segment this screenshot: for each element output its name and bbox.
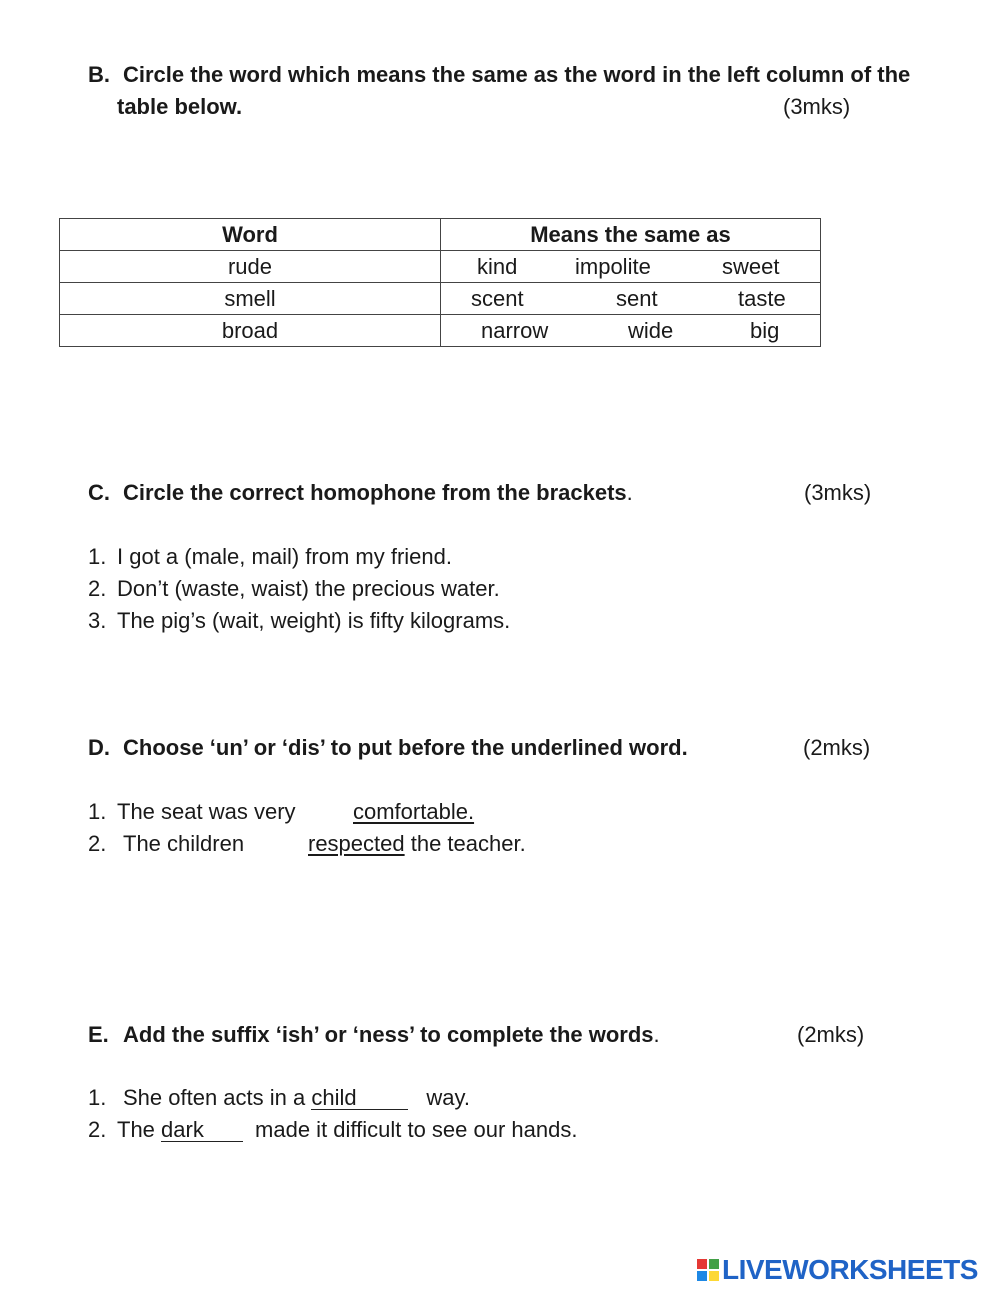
section-e-instruction-wrap bbox=[123, 1022, 660, 1048]
table-header-row bbox=[60, 219, 821, 251]
logo-tile bbox=[709, 1271, 719, 1281]
section-d-item-before: The seat was very bbox=[117, 799, 296, 824]
section-e-marks: (2mks) bbox=[797, 1022, 865, 1047]
section-e-instruction: Add the suffix ‘ish’ or ‘ness’ to complete the words bbox=[123, 1022, 654, 1047]
option-word[interactable]: kind bbox=[477, 254, 518, 279]
section-d-item-num: 2. bbox=[88, 831, 107, 856]
section-d-letter: D. bbox=[88, 735, 110, 760]
header-word: Word bbox=[60, 219, 441, 251]
section-d-item-answer[interactable] bbox=[322, 799, 474, 825]
row-word: smell bbox=[60, 283, 441, 315]
header-means-same: Means the same as bbox=[441, 219, 821, 251]
option-word[interactable]: sweet bbox=[722, 254, 780, 279]
row-options bbox=[441, 315, 821, 347]
section-e-root-word: child bbox=[311, 1085, 357, 1110]
section-e-item-line bbox=[123, 1085, 470, 1111]
logo-text: LIVEWORKSHEETS bbox=[722, 1254, 978, 1285]
option-word[interactable]: taste bbox=[738, 286, 786, 311]
section-e-period: . bbox=[653, 1022, 660, 1047]
section-e-answer-blank[interactable] bbox=[311, 1087, 408, 1110]
row-options bbox=[441, 283, 821, 315]
section-e-item-before: The bbox=[117, 1117, 162, 1142]
option-word[interactable]: sent bbox=[616, 286, 658, 311]
section-c-item-text: I got a (male, mail) from my friend. bbox=[117, 544, 452, 569]
section-b-letter: B. bbox=[88, 62, 110, 87]
logo-tiles-icon bbox=[697, 1259, 719, 1281]
section-e-item-after: made it difficult to see our hands. bbox=[255, 1117, 578, 1142]
section-e-answer-blank[interactable] bbox=[161, 1119, 243, 1142]
option-word[interactable]: impolite bbox=[575, 254, 651, 279]
section-e-letter: E. bbox=[88, 1022, 109, 1047]
section-c-item-text: Don’t (waste, waist) the precious water. bbox=[117, 576, 500, 601]
row-options bbox=[441, 251, 821, 283]
section-e-item-num: 1. bbox=[88, 1085, 107, 1110]
synonym-table bbox=[59, 218, 821, 347]
table-row bbox=[60, 251, 821, 283]
table-row bbox=[60, 283, 821, 315]
section-c-instruction: Circle the correct homophone from the brackets bbox=[123, 480, 627, 505]
section-e-item-num: 2. bbox=[88, 1117, 107, 1142]
logo-tile bbox=[709, 1259, 719, 1269]
section-c-item-num: 1. bbox=[88, 544, 107, 569]
section-e-item-line bbox=[117, 1117, 577, 1143]
section-b-instruction-line2: table below. bbox=[117, 94, 243, 119]
section-c-item-num: 3. bbox=[88, 608, 107, 633]
table-row bbox=[60, 315, 821, 347]
row-word: rude bbox=[60, 251, 441, 283]
option-word[interactable]: big bbox=[750, 318, 780, 343]
section-c-letter: C. bbox=[88, 480, 110, 505]
section-e-root-word: dark bbox=[161, 1117, 204, 1142]
section-e-item-after: way. bbox=[426, 1085, 470, 1110]
section-d-item-num: 1. bbox=[88, 799, 107, 824]
section-b-marks: (3mks) bbox=[783, 94, 851, 119]
section-d-underlined-word: comfortable. bbox=[353, 799, 475, 824]
logo-tile bbox=[697, 1271, 707, 1281]
section-d-instruction: Choose ‘un’ or ‘dis’ to put before the underlined word. bbox=[123, 735, 688, 760]
section-c-item-num: 2. bbox=[88, 576, 107, 601]
option-word[interactable]: narrow bbox=[481, 318, 549, 343]
section-c-period: . bbox=[626, 480, 633, 505]
section-e-item-before: She often acts in a bbox=[123, 1085, 312, 1110]
section-c-marks: (3mks) bbox=[804, 480, 872, 505]
section-c-item-text: The pig’s (wait, weight) is fifty kilograms. bbox=[117, 608, 511, 633]
section-c-instruction-wrap bbox=[123, 480, 633, 506]
option-word[interactable]: wide bbox=[628, 318, 674, 343]
option-word[interactable]: scent bbox=[471, 286, 524, 311]
section-b-instruction-line1: Circle the word which means the same as the word in the left column of the bbox=[123, 62, 911, 87]
section-d-underlined-word: respected bbox=[308, 831, 405, 856]
section-d-item-before: The children bbox=[123, 831, 245, 856]
section-d-item-after: the teacher. bbox=[404, 831, 526, 856]
liveworksheets-logo bbox=[697, 1254, 978, 1286]
section-d-marks: (2mks) bbox=[803, 735, 871, 760]
section-d-item-answer[interactable] bbox=[277, 831, 526, 857]
row-word: broad bbox=[60, 315, 441, 347]
logo-tile bbox=[697, 1259, 707, 1269]
